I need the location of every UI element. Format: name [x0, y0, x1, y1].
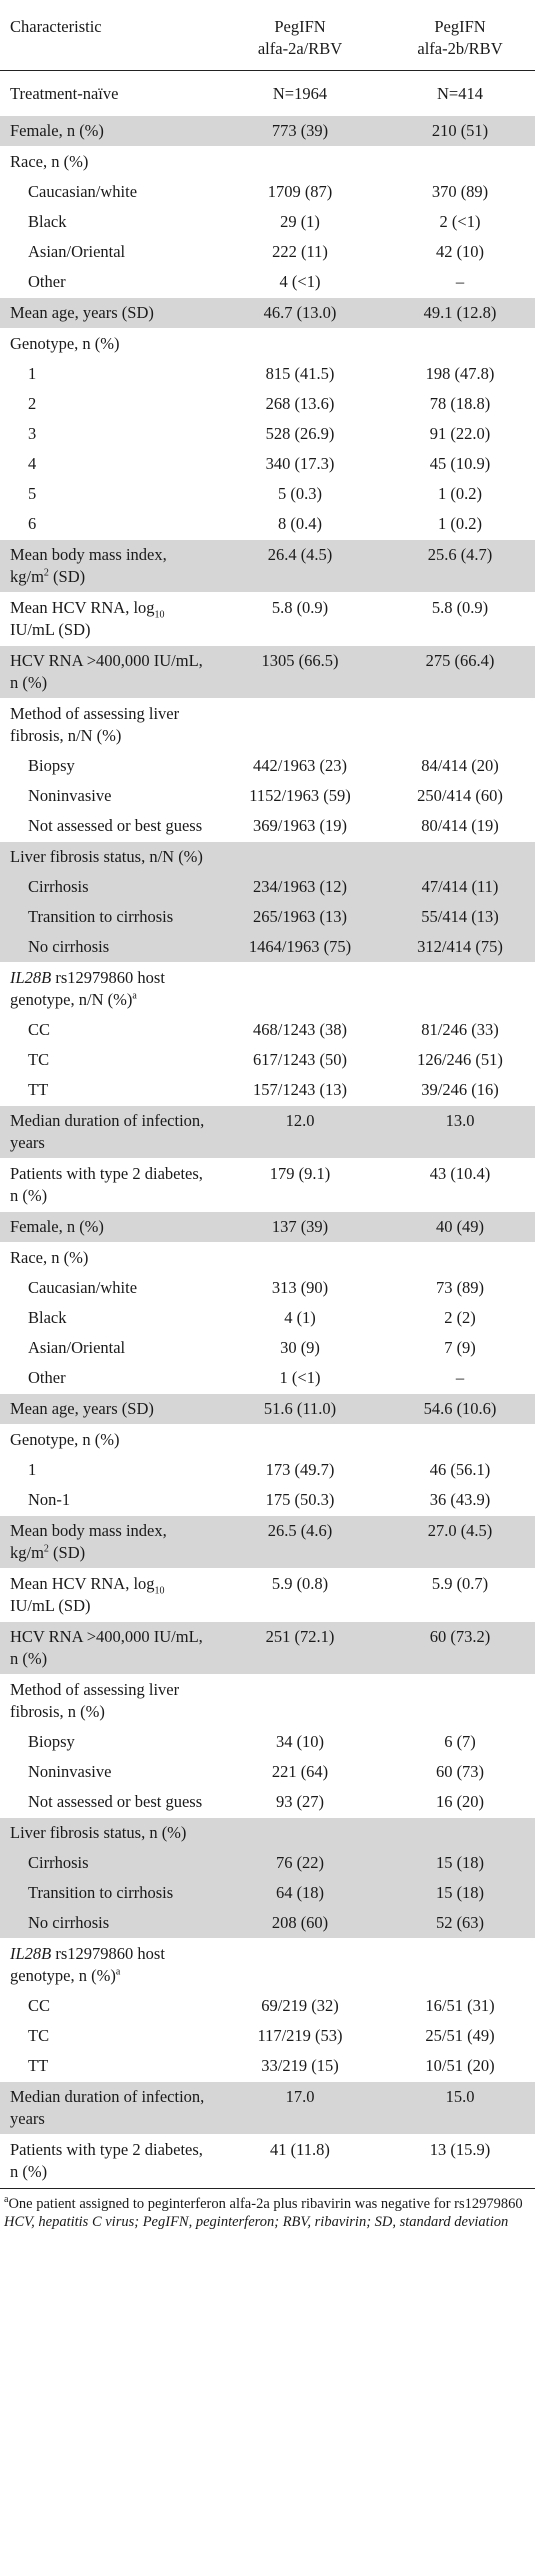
- value-pegifn-2b: N=414: [385, 71, 535, 116]
- value-pegifn-2a: 773 (39): [215, 116, 385, 147]
- table-subrow: [0, 1363, 535, 1394]
- subrow-label: Biopsy: [28, 1732, 75, 1751]
- subrow-label: Other: [0, 267, 215, 298]
- row-label: Patients with type 2 diabetes, n (%): [0, 2135, 215, 2188]
- value-pegifn-2b: [385, 329, 535, 360]
- table-subrow: [0, 811, 535, 842]
- table-subrow: [0, 1878, 535, 1908]
- table-subrow: [0, 177, 535, 207]
- value-pegifn-2a: 33/219 (15): [215, 2051, 385, 2082]
- subrow-label: 3: [28, 424, 37, 443]
- subrow-label: TT: [0, 1075, 215, 1106]
- value-pegifn-2b: 5.8 (0.9): [385, 593, 535, 646]
- value-pegifn-2b: 15 (18): [385, 1848, 535, 1878]
- value-pegifn-2b: 60 (73.2): [385, 1622, 535, 1675]
- value-pegifn-2a: 117/219 (53): [257, 2026, 343, 2045]
- value-pegifn-2a: 179 (9.1): [215, 1159, 385, 1212]
- row-label: HCV RNA >400,000 IU/mL, n (%): [0, 646, 215, 699]
- value-pegifn-2a: 265/1963 (13): [215, 902, 385, 932]
- value-pegifn-2b: 25.6 (4.7): [385, 540, 535, 593]
- value-pegifn-2b: 91 (22.0): [429, 424, 491, 443]
- header-characteristic: Characteristic: [0, 0, 215, 71]
- table-row: [0, 1516, 535, 1569]
- row-label: Treatment-naïve: [0, 71, 215, 116]
- label-text: Mean body mass index, kg/m: [10, 545, 167, 586]
- table-subrow: [0, 267, 535, 298]
- table-subrow: [0, 509, 535, 540]
- subrow-label: Caucasian/white: [28, 182, 138, 201]
- table-subrow: [0, 1455, 535, 1485]
- value-pegifn-2a: [215, 1243, 385, 1274]
- label-text: Mean HCV RNA, log: [10, 1574, 155, 1593]
- value-pegifn-2a: [215, 1818, 385, 1849]
- value-pegifn-2a: 34 (10): [275, 1732, 325, 1751]
- table-footnotes: [0, 2188, 535, 2231]
- value-pegifn-2b: 52 (63): [385, 1908, 535, 1939]
- table-row: [0, 1159, 535, 1212]
- value-pegifn-2b: 36 (43.9): [385, 1485, 535, 1516]
- header-col3-line1: PegIFN: [434, 17, 486, 36]
- value-pegifn-2a: [215, 699, 385, 752]
- table-subrow: [0, 207, 535, 237]
- table-subrow: [0, 1908, 535, 1939]
- row-label: Mean age, years (SD): [0, 1394, 215, 1425]
- value-pegifn-2a: 208 (60): [215, 1908, 385, 1939]
- value-pegifn-2a: 64 (18): [215, 1878, 385, 1908]
- value-pegifn-2b: 126/246 (51): [417, 1050, 503, 1069]
- value-pegifn-2b: 43 (10.4): [385, 1159, 535, 1212]
- label-text: IU/mL (SD): [10, 620, 91, 639]
- header-col2-line1: PegIFN: [274, 17, 326, 36]
- table-row: [0, 2135, 535, 2188]
- footnote-marker: a: [132, 990, 137, 1002]
- value-pegifn-2b: 275 (66.4): [385, 646, 535, 699]
- table-subrow: [0, 1787, 535, 1818]
- row-label: Race, n (%): [10, 1248, 89, 1267]
- table-subrow: [0, 237, 535, 267]
- value-pegifn-2a: 4 (1): [284, 1308, 316, 1327]
- value-pegifn-2b: 46 (56.1): [429, 1460, 491, 1479]
- table-subrow: [0, 389, 535, 419]
- table-subrow: [0, 419, 535, 449]
- value-pegifn-2a: [215, 1939, 385, 1992]
- value-pegifn-2b: 312/414 (75): [385, 932, 535, 963]
- table-row: [0, 1939, 535, 1992]
- table-header: [0, 0, 535, 71]
- value-pegifn-2b: 25/51 (49): [425, 2026, 495, 2045]
- table-subrow: [0, 449, 535, 479]
- subrow-label: Cirrhosis: [0, 872, 215, 902]
- table-subrow: [0, 872, 535, 902]
- table-row: [0, 963, 535, 1016]
- table-row: [0, 1243, 535, 1274]
- table-subrow: [0, 1075, 535, 1106]
- table-subrow: [0, 1015, 535, 1045]
- value-pegifn-2b: [385, 1425, 535, 1456]
- value-pegifn-2a: 41 (11.8): [215, 2135, 385, 2188]
- value-pegifn-2a: 234/1963 (12): [215, 872, 385, 902]
- value-pegifn-2a: [215, 963, 385, 1016]
- table-subrow: [0, 1848, 535, 1878]
- table-subrow: [0, 1757, 535, 1787]
- row-label: [0, 593, 215, 646]
- subrow-label: Not assessed or best guess: [0, 811, 215, 842]
- value-pegifn-2a: 268 (13.6): [265, 394, 335, 413]
- value-pegifn-2a: 5 (0.3): [278, 484, 322, 503]
- table-subrow: [0, 1485, 535, 1516]
- value-pegifn-2a: [215, 842, 385, 873]
- subrow-label: Non-1: [0, 1485, 215, 1516]
- subrow-label: Transition to cirrhosis: [0, 1878, 215, 1908]
- value-pegifn-2b: 42 (10): [435, 242, 485, 261]
- value-pegifn-2a: 5.9 (0.8): [215, 1569, 385, 1622]
- table-row: [0, 298, 535, 329]
- table-subrow: [0, 932, 535, 963]
- row-label: Liver fibrosis status, n/N (%): [0, 842, 215, 873]
- table-subrow: [0, 2051, 535, 2082]
- value-pegifn-2a: 4 (<1): [215, 267, 385, 298]
- row-label: Genotype, n (%): [10, 1430, 120, 1449]
- value-pegifn-2b: 7 (9): [444, 1338, 476, 1357]
- subrow-label: Noninvasive: [28, 786, 112, 805]
- table-subrow: [0, 2021, 535, 2051]
- row-label: Liver fibrosis status, n (%): [0, 1818, 215, 1849]
- table-row: [0, 842, 535, 873]
- table-body: [0, 71, 535, 2188]
- value-pegifn-2a: 12.0: [215, 1106, 385, 1159]
- value-pegifn-2b: 250/414 (60): [417, 786, 503, 805]
- table-row: [0, 116, 535, 147]
- footnote-abbreviations: HCV, hepatitis C virus; PegIFN, peginterferon; RBV, ribavirin; SD, standard deviation: [4, 2214, 509, 2230]
- value-pegifn-2b: 13.0: [385, 1106, 535, 1159]
- row-label: Method of assessing liver fibrosis, n (%): [10, 1680, 180, 1721]
- superscript: 2: [43, 567, 49, 579]
- value-pegifn-2a: 251 (72.1): [215, 1622, 385, 1675]
- table-subrow: [0, 1333, 535, 1363]
- subrow-label: Noninvasive: [28, 1762, 112, 1781]
- value-pegifn-2b: [385, 1243, 535, 1274]
- value-pegifn-2a: [215, 147, 385, 178]
- row-label: [0, 1939, 215, 1992]
- value-pegifn-2b: 81/246 (33): [421, 1020, 499, 1039]
- value-pegifn-2b: 47/414 (11): [385, 872, 535, 902]
- value-pegifn-2b: 13 (15.9): [385, 2135, 535, 2188]
- footnote-a-text: One patient assigned to peginterferon alfa-2a plus ribavirin was negative for rs12979860: [8, 2196, 523, 2212]
- value-pegifn-2b: [385, 1818, 535, 1849]
- subrow-label: Black: [28, 1308, 67, 1327]
- table-row: [0, 1622, 535, 1675]
- value-pegifn-2b: [385, 842, 535, 873]
- value-pegifn-2a: 29 (1): [280, 212, 320, 231]
- value-pegifn-2b: 39/246 (16): [385, 1075, 535, 1106]
- subrow-label: 4: [28, 454, 37, 473]
- row-label: [0, 1516, 215, 1569]
- subscript: 10: [154, 609, 165, 621]
- label-text: Mean HCV RNA, log: [10, 598, 155, 617]
- value-pegifn-2b: 15.0: [385, 2082, 535, 2135]
- subrow-label: No cirrhosis: [0, 1908, 215, 1939]
- value-pegifn-2b: [385, 963, 535, 1016]
- subrow-label: Biopsy: [28, 756, 75, 775]
- value-pegifn-2a: 69/219 (32): [261, 1996, 339, 2015]
- value-pegifn-2b: 15 (18): [385, 1878, 535, 1908]
- table-row: [0, 1425, 535, 1456]
- table-row: [0, 1675, 535, 1728]
- value-pegifn-2b: 16/51 (31): [425, 1996, 495, 2015]
- table-row: [0, 646, 535, 699]
- table-subrow: [0, 1273, 535, 1303]
- label-text: Mean body mass index, kg/m: [10, 1521, 167, 1562]
- table-subrow: [0, 1303, 535, 1333]
- subrow-label: Asian/Oriental: [28, 1338, 126, 1357]
- value-pegifn-2a: 8 (0.4): [215, 509, 385, 540]
- superscript: 2: [43, 1543, 49, 1555]
- value-pegifn-2a: 26.4 (4.5): [215, 540, 385, 593]
- subrow-label: Other: [0, 1363, 215, 1394]
- value-pegifn-2a: 137 (39): [215, 1212, 385, 1243]
- table-row: [0, 1106, 535, 1159]
- value-pegifn-2a: 157/1243 (13): [215, 1075, 385, 1106]
- subrow-label: Transition to cirrhosis: [0, 902, 215, 932]
- table-row: [0, 147, 535, 178]
- subrow-label: 1: [28, 1460, 37, 1479]
- value-pegifn-2a: [215, 1425, 385, 1456]
- value-pegifn-2a: 51.6 (11.0): [215, 1394, 385, 1425]
- value-pegifn-2b: 49.1 (12.8): [385, 298, 535, 329]
- value-pegifn-2a: 1305 (66.5): [215, 646, 385, 699]
- label-text: rs12979860 host genotype, n (%): [10, 1944, 165, 1985]
- subrow-label: Cirrhosis: [0, 1848, 215, 1878]
- gene-name: IL28B: [10, 1944, 52, 1963]
- subrow-label: 5: [28, 484, 37, 503]
- value-pegifn-2b: 1 (0.2): [438, 484, 482, 503]
- row-label: Female, n (%): [0, 116, 215, 147]
- header-col2-line2: alfa-2a/RBV: [257, 39, 343, 58]
- table-row: [0, 593, 535, 646]
- value-pegifn-2b: 40 (49): [385, 1212, 535, 1243]
- row-label: HCV RNA >400,000 IU/mL, n (%): [0, 1622, 215, 1675]
- subrow-label: CC: [28, 1020, 51, 1039]
- row-label: [0, 963, 215, 1016]
- table-subrow: [0, 1045, 535, 1075]
- row-label: Genotype, n (%): [10, 334, 120, 353]
- table-subrow: [0, 902, 535, 932]
- subrow-label: TT: [0, 2051, 215, 2082]
- value-pegifn-2b: [385, 1675, 535, 1728]
- value-pegifn-2a: 17.0: [215, 2082, 385, 2135]
- row-label: Median duration of infection, years: [0, 2082, 215, 2135]
- subrow-label: Not assessed or best guess: [0, 1787, 215, 1818]
- table-subrow: [0, 359, 535, 389]
- value-pegifn-2b: 84/414 (20): [421, 756, 499, 775]
- value-pegifn-2b: 27.0 (4.5): [385, 1516, 535, 1569]
- value-pegifn-2b: 16 (20): [385, 1787, 535, 1818]
- value-pegifn-2a: 442/1963 (23): [253, 756, 347, 775]
- value-pegifn-2b: 2 (<1): [439, 212, 481, 231]
- table-subrow: [0, 479, 535, 509]
- table-row: [0, 1569, 535, 1622]
- value-pegifn-2a: 468/1243 (38): [253, 1020, 347, 1039]
- subrow-label: Asian/Oriental: [28, 242, 126, 261]
- value-pegifn-2b: [385, 699, 535, 752]
- value-pegifn-2b: 60 (73): [435, 1762, 485, 1781]
- subrow-label: 2: [28, 394, 37, 413]
- header-pegifn-alfa-2b: [385, 0, 535, 71]
- value-pegifn-2b: 210 (51): [385, 116, 535, 147]
- value-pegifn-2b: 78 (18.8): [429, 394, 491, 413]
- value-pegifn-2b: [385, 1939, 535, 1992]
- row-label: Patients with type 2 diabetes, n (%): [0, 1159, 215, 1212]
- subrow-label: CC: [28, 1996, 51, 2015]
- value-pegifn-2a: 93 (27): [215, 1787, 385, 1818]
- footnote-marker: a: [115, 1966, 121, 1978]
- value-pegifn-2b: –: [385, 1363, 535, 1394]
- value-pegifn-2a: 30 (9): [280, 1338, 320, 1357]
- value-pegifn-2a: 222 (11): [272, 242, 328, 261]
- header-col3-line2: alfa-2b/RBV: [417, 39, 503, 58]
- value-pegifn-2a: 46.7 (13.0): [215, 298, 385, 329]
- value-pegifn-2a: 617/1243 (50): [253, 1050, 347, 1069]
- table-subrow: [0, 751, 535, 781]
- row-label: Mean age, years (SD): [0, 298, 215, 329]
- value-pegifn-2a: 1152/1963 (59): [249, 786, 351, 805]
- footnote-a-mark: a: [4, 2194, 9, 2206]
- table-subrow: [0, 781, 535, 811]
- row-label: Female, n (%): [0, 1212, 215, 1243]
- value-pegifn-2a: N=1964: [215, 71, 385, 116]
- table-row: [0, 1394, 535, 1425]
- row-label: Median duration of infection, years: [0, 1106, 215, 1159]
- header-pegifn-alfa-2a: [215, 0, 385, 71]
- value-pegifn-2b: 370 (89): [431, 182, 489, 201]
- subrow-label: 1: [28, 364, 37, 383]
- label-text: IU/mL (SD): [10, 1596, 91, 1615]
- label-text: (SD): [48, 567, 86, 586]
- table-row: [0, 2082, 535, 2135]
- table-row: [0, 540, 535, 593]
- value-pegifn-2a: [215, 329, 385, 360]
- value-pegifn-2b: –: [385, 267, 535, 298]
- value-pegifn-2b: [385, 147, 535, 178]
- value-pegifn-2b: 5.9 (0.7): [385, 1569, 535, 1622]
- value-pegifn-2a: 26.5 (4.6): [215, 1516, 385, 1569]
- value-pegifn-2a: 221 (64): [271, 1762, 329, 1781]
- table-row: [0, 1818, 535, 1849]
- value-pegifn-2a: 76 (22): [215, 1848, 385, 1878]
- table-subrow: [0, 1991, 535, 2021]
- table-row: [0, 329, 535, 360]
- value-pegifn-2a: 313 (90): [271, 1278, 329, 1297]
- table-row: [0, 71, 535, 116]
- row-label: [0, 1569, 215, 1622]
- value-pegifn-2a: 340 (17.3): [265, 454, 335, 473]
- subrow-label: Black: [28, 212, 67, 231]
- value-pegifn-2a: 369/1963 (19): [215, 811, 385, 842]
- value-pegifn-2b: 80/414 (19): [385, 811, 535, 842]
- table-row: [0, 1212, 535, 1243]
- value-pegifn-2a: 5.8 (0.9): [215, 593, 385, 646]
- value-pegifn-2b: 2 (2): [444, 1308, 476, 1327]
- value-pegifn-2b: 45 (10.9): [429, 454, 491, 473]
- value-pegifn-2a: 1709 (87): [267, 182, 333, 201]
- value-pegifn-2a: 1464/1963 (75): [215, 932, 385, 963]
- label-text: (SD): [48, 1543, 86, 1562]
- value-pegifn-2a: 1 (<1): [215, 1363, 385, 1394]
- value-pegifn-2b: 198 (47.8): [425, 364, 495, 383]
- row-label: [0, 540, 215, 593]
- table-subrow: [0, 1727, 535, 1757]
- value-pegifn-2b: 6 (7): [444, 1732, 476, 1751]
- subrow-label: Caucasian/white: [28, 1278, 138, 1297]
- value-pegifn-2a: 173 (49.7): [265, 1460, 335, 1479]
- value-pegifn-2b: 73 (89): [435, 1278, 485, 1297]
- subrow-label: TC: [28, 2026, 50, 2045]
- gene-name: IL28B: [10, 968, 52, 987]
- value-pegifn-2b: 55/414 (13): [385, 902, 535, 932]
- value-pegifn-2b: 54.6 (10.6): [385, 1394, 535, 1425]
- table-row: [0, 699, 535, 752]
- label-text: rs12979860 host genotype, n/N (%): [10, 968, 165, 1009]
- value-pegifn-2a: [215, 1675, 385, 1728]
- value-pegifn-2a: 815 (41.5): [265, 364, 335, 383]
- subrow-label: 6: [0, 509, 215, 540]
- subrow-label: No cirrhosis: [0, 932, 215, 963]
- row-label: Method of assessing liver fibrosis, n/N (%): [10, 704, 180, 745]
- value-pegifn-2a: 175 (50.3): [215, 1485, 385, 1516]
- footnote-a: [4, 2195, 531, 2213]
- value-pegifn-2b: 10/51 (20): [385, 2051, 535, 2082]
- value-pegifn-2a: 528 (26.9): [265, 424, 335, 443]
- subrow-label: TC: [28, 1050, 50, 1069]
- row-label: Race, n (%): [10, 152, 89, 171]
- value-pegifn-2b: 1 (0.2): [385, 509, 535, 540]
- subscript: 10: [154, 1585, 165, 1597]
